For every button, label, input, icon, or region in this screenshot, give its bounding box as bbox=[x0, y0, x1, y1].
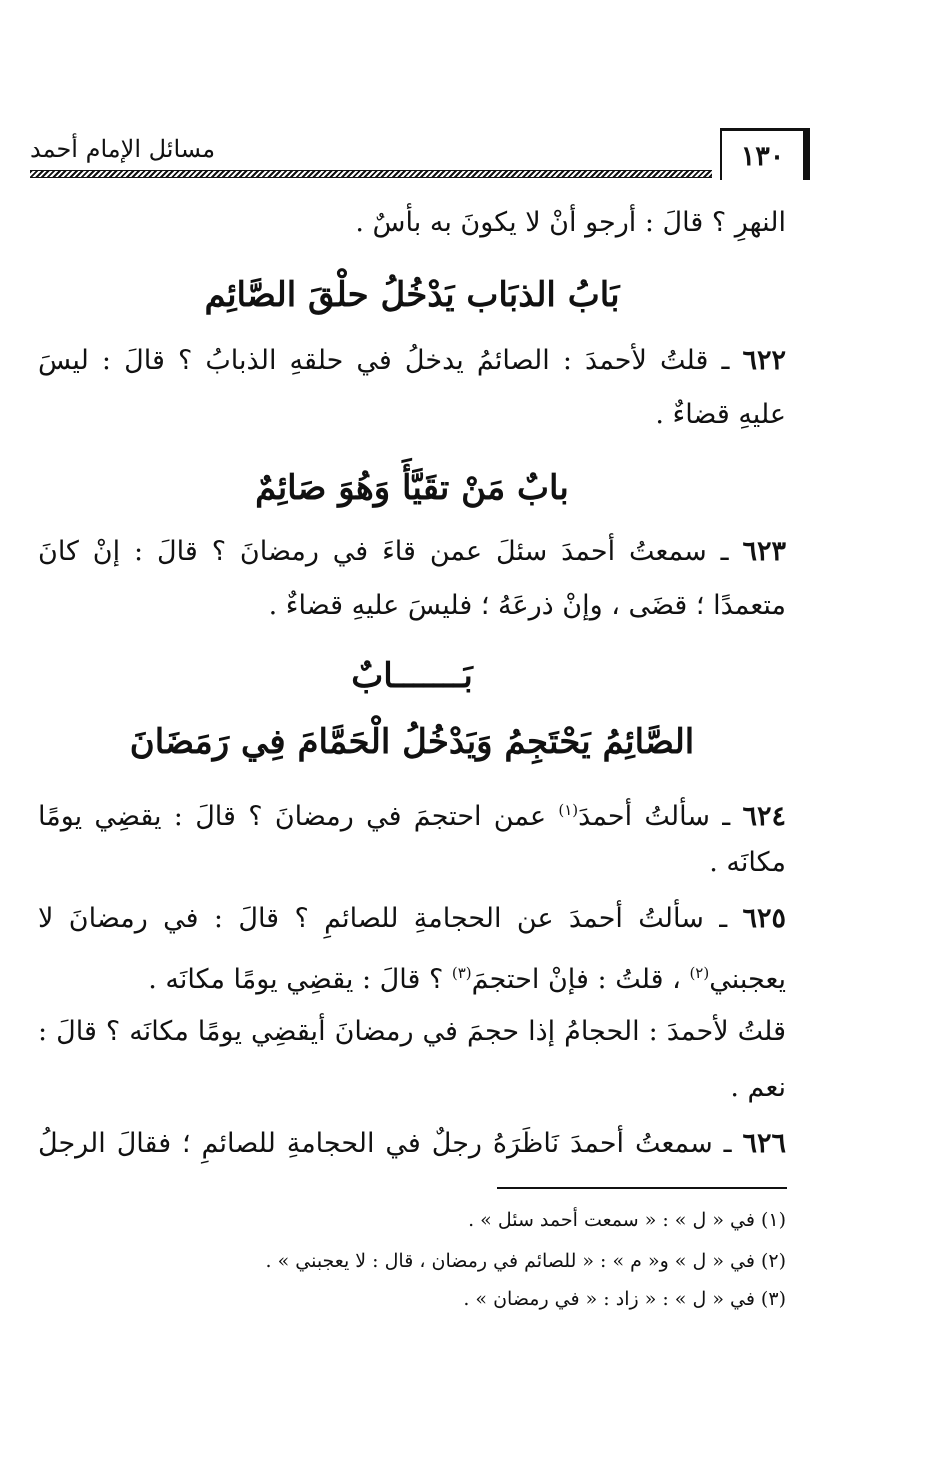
issue-number: ٦٢٦ bbox=[742, 1128, 786, 1159]
text-line bbox=[38, 537, 786, 567]
text-line: متعمدًا ؛ قضَى ، وإنْ ذرعَهُ ؛ فليسَ عليهِ قضاءٌ . bbox=[268, 590, 786, 621]
footnote: (٢) في « ل » و« م » : « للصائم في رمضان ، قال : لا يعجبني » . bbox=[265, 1250, 786, 1272]
line-text: ، قلتُ : فإنْ احتجمَ bbox=[471, 964, 690, 995]
text-line bbox=[38, 346, 786, 376]
footnote: (١) في « ل » : « سمعت أحمد سئل » . bbox=[468, 1209, 786, 1231]
line-text: ـ قلتُ لأحمدَ : الصائمُ يدخلُ في حلقهِ الذبابُ ؟ قالَ : ليسَ bbox=[38, 345, 743, 376]
line-text: ؟ قالَ : يقضِي يومًا مكانَه . bbox=[148, 964, 452, 995]
footnote-ref: (١) bbox=[558, 801, 579, 819]
main-text bbox=[38, 0, 786, 1180]
line-text: ـ سألتُ أحمدَ عن الحجامةِ للصائمِ ؟ قالَ : في رمضانَ لا bbox=[38, 903, 743, 934]
page-number: ١٣٠ bbox=[720, 128, 810, 180]
text-line: نعم . bbox=[730, 1072, 786, 1103]
text-line: النهرِ ؟ قالَ : أرجو أنْ لا يكونَ به بأسٌ . bbox=[355, 207, 786, 238]
text-line bbox=[38, 958, 786, 995]
text-line: مكانَه . bbox=[709, 847, 786, 878]
issue-number: ٦٢٤ bbox=[742, 801, 786, 832]
section-heading: بابٌ مَنْ تقَيَّأَ وَهُوَ صَائِمٌ bbox=[255, 468, 569, 508]
section-heading: بَابُ الذبَاب يَدْخُلُ حلْقَ الصَّائِم bbox=[204, 275, 620, 315]
text-line bbox=[38, 904, 786, 934]
book-title: مسائل الإمام أحمد bbox=[30, 135, 216, 163]
footnote: (٣) في « ل » : « زاد : « في رمضان » . bbox=[463, 1288, 786, 1310]
line-text: يعجبني bbox=[709, 964, 786, 995]
issue-number: ٦٢٣ bbox=[742, 536, 786, 567]
footnote-ref: (٢) bbox=[689, 964, 710, 982]
text-line: عليهِ قضاءٌ . bbox=[655, 399, 786, 430]
footnote-ref: (٣) bbox=[451, 964, 472, 982]
line-text: ـ سألتُ أحمدَ bbox=[578, 801, 743, 832]
section-heading: الصَّائِمُ يَحْتَجِمُ وَيَدْخُلُ الْحَمَّامَ فِي رَمَضَانَ bbox=[129, 722, 695, 762]
line-text: ـ سمعتُ أحمدَ نَاظَرَهُ رجلٌ في الحجامةِ للصائمِ ؛ فقالَ الرجلُ bbox=[38, 1128, 743, 1159]
line-text: ـ سمعتُ أحمدَ سئلَ عمن قاءَ في رمضانَ ؟ قالَ : إنْ كانَ bbox=[38, 536, 743, 567]
footnote-rule bbox=[497, 1187, 787, 1189]
text-line bbox=[38, 795, 786, 832]
line-text: عمن احتجمَ في رمضانَ ؟ قالَ : يقضِي يومًا bbox=[38, 801, 559, 832]
issue-number: ٦٢٢ bbox=[742, 345, 786, 376]
text-line bbox=[38, 1129, 786, 1159]
issue-number: ٦٢٥ bbox=[742, 903, 786, 934]
text-line: قلتُ لأحمدَ : الحجامُ إذا حجمَ في رمضانَ أيقضِي يومًا مكانَه ؟ قالَ : bbox=[38, 1016, 786, 1047]
section-heading: بَـــــــابٌ bbox=[351, 656, 473, 696]
